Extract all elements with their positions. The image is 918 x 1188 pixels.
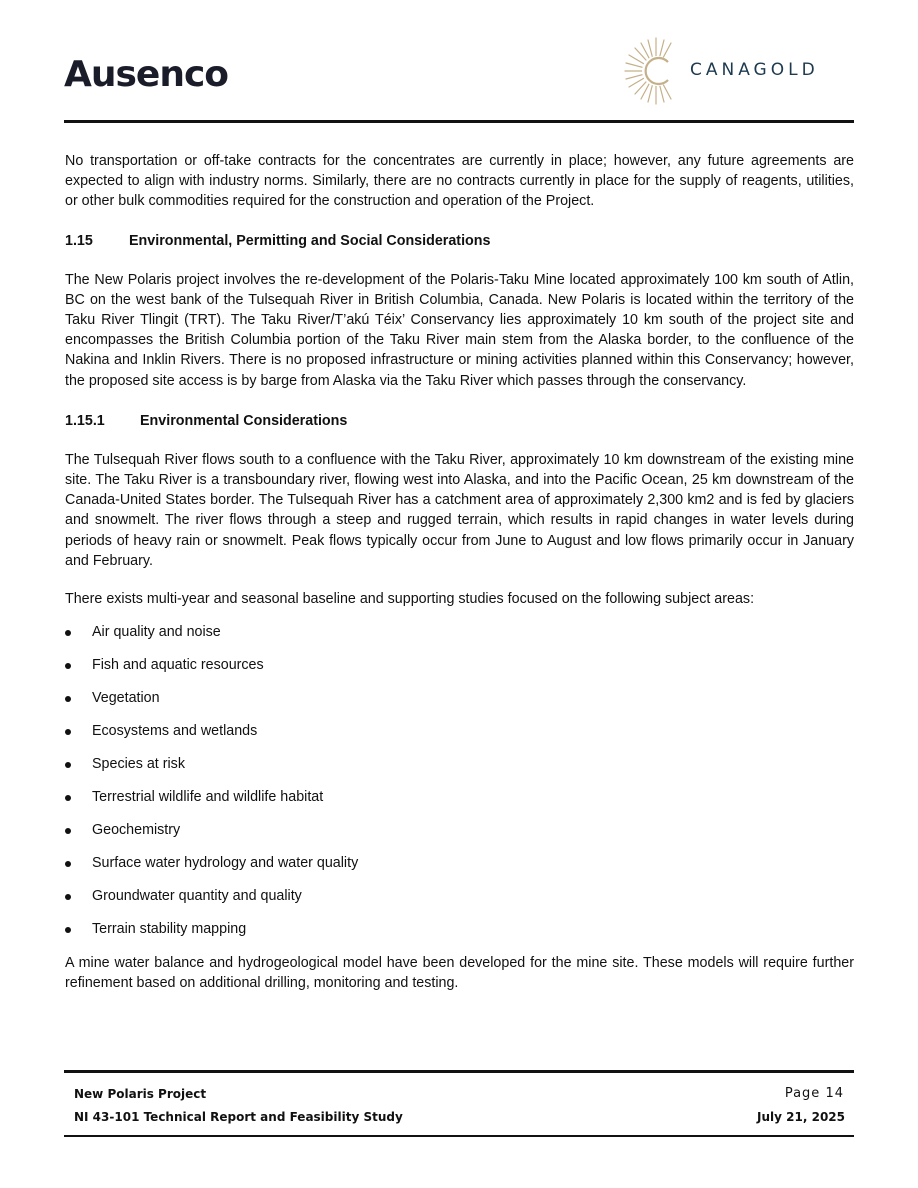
list-item: [65, 854, 854, 887]
ausenco-wordmark: Ausenco: [64, 54, 229, 95]
canagold-sunburst-icon: [624, 36, 688, 106]
page-number: 14: [825, 1086, 844, 1101]
footer-date: July 21, 2025: [757, 1110, 845, 1124]
list-item-text: Fish and aquatic resources: [92, 657, 264, 674]
page-label: Page: [784, 1086, 821, 1101]
list-item-text: Vegetation: [92, 690, 160, 707]
footer-page: [785, 1086, 844, 1101]
list-item: [65, 821, 854, 854]
bullet-icon: [65, 663, 71, 669]
list-item-text: Surface water hydrology and water quality: [92, 855, 359, 872]
list-item: [65, 623, 854, 656]
list-item: [65, 755, 854, 788]
section-title: Environmental, Permitting and Social Considerations: [129, 232, 491, 249]
list-item-text: Geochemistry: [92, 822, 181, 839]
header-rule: [64, 120, 854, 123]
list-item: [65, 722, 854, 755]
list-item-text: Terrain stability mapping: [92, 921, 247, 938]
subject-areas-list: [65, 623, 854, 953]
bullet-icon: [65, 894, 71, 900]
list-item-text: Ecosystems and wetlands: [92, 723, 258, 740]
bullet-icon: [65, 696, 71, 702]
bullet-icon: [65, 861, 71, 867]
subsection-heading: [65, 411, 854, 431]
list-item-text: Air quality and noise: [92, 624, 221, 641]
list-item: [65, 920, 854, 953]
section-heading: [65, 231, 854, 251]
list-item: [65, 656, 854, 689]
ausenco-logo: [64, 54, 228, 95]
page-body: [65, 151, 854, 994]
paragraph-river: The Tulsequah River flows south to a confluence with the Taku River, approximately 10 km downstream of the existing mine site. The Taku River is a transboundary river, flowing west into Alaska, and into the Pacific Ocean, 25 km downstream of the Canada-United States border. The Tulsequah River has a catchment area of approximately 2,300 km2 and is fed by glaciers and snowmelt. The river flows through a steep and rugged terrain, which results in rapid changes in water levels during periods of heavy rain or snowmelt. Peak flows typically occur from June to August and low flows primarily occur in January and February.: [65, 451, 854, 569]
paragraph-model: A mine water balance and hydrogeological model have been developed for the mine site. These models will require further refinement based on additional drilling, monitoring and testing.: [65, 955, 854, 992]
bullet-icon: [65, 630, 71, 636]
canagold-logo: [624, 36, 854, 106]
footer-project: New Polaris Project: [74, 1087, 207, 1101]
list-item: [65, 887, 854, 920]
footer-rule-bottom: [64, 1135, 854, 1137]
list-item-text: Species at risk: [92, 756, 185, 773]
paragraph-project: The New Polaris project involves the re-development of the Polaris-Taku Mine located approximately 100 km south of Atlin, BC on the west bank of the Tulsequah River in British Columbia, Canada. New Polaris is located within the territory of the Taku River Tlingit (TRT). The Taku River/T’akú Téix’ Conservancy lies approximately 10 km south of the project site and encompasses the British Columbia portion of the Taku River main stem from the Alaska border, to the confluence of the Nakina and Inklin Rivers. There is no proposed infrastructure or mining activities planned within this Conservancy; however, the proposed site access is by barge from Alaska via the Taku River which passes through the conservancy.: [65, 271, 854, 389]
subsection-number: 1.15.1: [65, 412, 105, 429]
canagold-wordmark: CANAGOLD: [690, 60, 819, 80]
bullet-icon: [65, 795, 71, 801]
subsection-title: Environmental Considerations: [140, 412, 348, 429]
list-item: [65, 788, 854, 821]
list-item-text: Terrestrial wildlife and wildlife habitat: [92, 789, 324, 806]
section-number: 1.15: [65, 232, 93, 249]
paragraph-studies: There exists multi-year and seasonal baseline and supporting studies focused on the following subject areas:: [65, 591, 755, 608]
list-item: [65, 689, 854, 722]
list-item-text: Groundwater quantity and quality: [92, 888, 302, 905]
footer-rule-top: [64, 1070, 854, 1073]
paragraph-contracts: No transportation or off-take contracts for the concentrates are currently in place; however, any future agreements are expected to align with industry norms. Similarly, there are no contracts currently in place for the supply of reagents, utilities, or other bulk commodities required for the construction and operation of the Project.: [65, 153, 854, 210]
bullet-icon: [65, 729, 71, 735]
footer-report-title: NI 43-101 Technical Report and Feasibility Study: [74, 1110, 403, 1124]
bullet-icon: [65, 762, 71, 768]
bullet-icon: [65, 927, 71, 933]
bullet-icon: [65, 828, 71, 834]
